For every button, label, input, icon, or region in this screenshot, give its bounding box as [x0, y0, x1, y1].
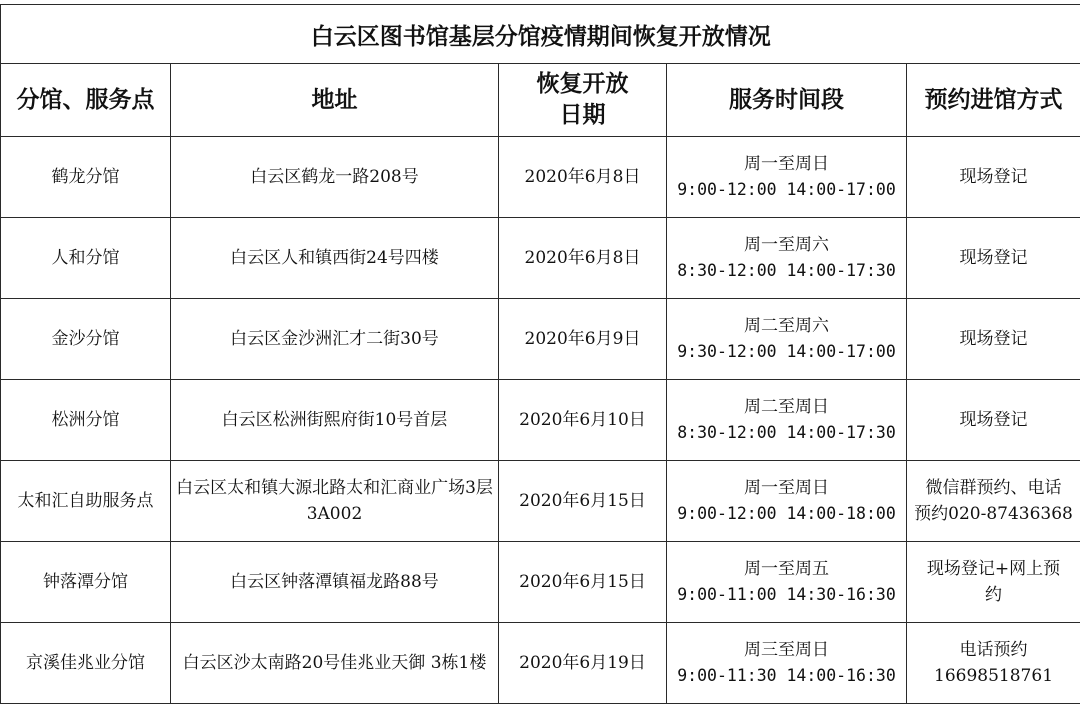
branch-cell	[1, 623, 171, 704]
service-days: 周二至周日	[744, 397, 829, 417]
branch-name: 人和分馆	[51, 248, 120, 268]
date-cell	[499, 137, 667, 218]
service-days: 周一至周五	[744, 559, 829, 579]
reopening-table	[0, 4, 1080, 704]
address-text: 白云区太和镇大源北路太和汇商业广场3层3A002	[176, 478, 493, 524]
header-hours: 服务时间段	[667, 64, 907, 137]
table-row	[1, 380, 1080, 461]
address-cell	[171, 542, 499, 623]
booking-cell	[907, 623, 1080, 704]
booking-line2: 16698518761	[934, 666, 1054, 686]
header-address: 地址	[171, 64, 499, 137]
booking-cell	[907, 299, 1080, 380]
booking-cell	[907, 218, 1080, 299]
service-time: 9:00-12:00 14:00-17:00	[677, 180, 896, 199]
booking-line1: 电话预约	[959, 640, 1028, 660]
table-row	[1, 137, 1080, 218]
address-text: 白云区钟落潭镇福龙路88号	[230, 572, 439, 592]
date-cell	[499, 218, 667, 299]
booking-line1: 现场登记	[959, 329, 1028, 349]
service-days: 周一至周六	[744, 235, 829, 255]
booking-line2: 预约020-87436368	[914, 504, 1073, 524]
branch-name: 鹤龙分馆	[51, 167, 120, 187]
branch-cell	[1, 380, 171, 461]
address-text: 白云区人和镇西街24号四楼	[230, 248, 439, 268]
service-time: 8:30-12:00 14:00-17:30	[677, 423, 896, 442]
booking-cell	[907, 380, 1080, 461]
table-row	[1, 218, 1080, 299]
table-row	[1, 542, 1080, 623]
service-days: 周一至周日	[744, 154, 829, 174]
branch-name: 金沙分馆	[51, 329, 120, 349]
address-text: 白云区鹤龙一路208号	[250, 167, 419, 187]
title-row	[1, 5, 1080, 64]
branch-name: 钟落潭分馆	[43, 572, 128, 592]
branch-cell	[1, 299, 171, 380]
address-text: 白云区金沙洲汇才二街30号	[230, 329, 439, 349]
address-cell	[171, 461, 499, 542]
table-row	[1, 299, 1080, 380]
hours-cell	[667, 623, 907, 704]
service-days: 周三至周日	[744, 640, 829, 660]
header-date	[499, 64, 667, 137]
hours-cell	[667, 380, 907, 461]
reopen-date: 2020年6月19日	[519, 653, 646, 673]
service-time: 9:00-12:00 14:00-18:00	[677, 504, 896, 523]
header-date-line1: 恢复开放	[536, 71, 629, 97]
address-cell	[171, 218, 499, 299]
date-cell	[499, 542, 667, 623]
date-cell	[499, 461, 667, 542]
booking-line1: 现场登记	[959, 410, 1028, 430]
service-days: 周二至周六	[744, 316, 829, 336]
date-cell	[499, 623, 667, 704]
branch-cell	[1, 218, 171, 299]
header-booking: 预约进馆方式	[907, 64, 1080, 137]
booking-line1: 现场登记+网上预	[926, 559, 1061, 579]
hours-cell	[667, 461, 907, 542]
booking-cell	[907, 137, 1080, 218]
branch-name: 太和汇自助服务点	[17, 491, 154, 511]
reopen-date: 2020年6月10日	[519, 410, 646, 430]
hours-cell	[667, 299, 907, 380]
address-cell	[171, 137, 499, 218]
table-body	[1, 137, 1080, 704]
header-branch: 分馆、服务点	[1, 64, 171, 137]
hours-cell	[667, 137, 907, 218]
address-cell	[171, 623, 499, 704]
reopen-date: 2020年6月8日	[524, 167, 641, 187]
table-row	[1, 461, 1080, 542]
header-date-line2: 日期	[559, 102, 606, 128]
service-time: 8:30-12:00 14:00-17:30	[677, 261, 896, 280]
reopen-date: 2020年6月15日	[519, 491, 646, 511]
table-title: 白云区图书馆基层分馆疫情期间恢复开放情况	[1, 5, 1080, 64]
address-text: 白云区沙太南路20号佳兆业天御 3栋1楼	[182, 653, 487, 673]
booking-line1: 现场登记	[959, 248, 1028, 268]
booking-cell	[907, 461, 1080, 542]
service-days: 周一至周日	[744, 478, 829, 498]
date-cell	[499, 380, 667, 461]
branch-name: 京溪佳兆业分馆	[26, 653, 145, 673]
branch-name: 松洲分馆	[51, 410, 120, 430]
address-cell	[171, 380, 499, 461]
address-cell	[171, 299, 499, 380]
header-row	[1, 64, 1080, 137]
service-time: 9:30-12:00 14:00-17:00	[677, 342, 896, 361]
service-time: 9:00-11:30 14:00-16:30	[677, 666, 896, 685]
hours-cell	[667, 542, 907, 623]
service-time: 9:00-11:00 14:30-16:30	[677, 585, 896, 604]
branch-cell	[1, 137, 171, 218]
date-cell	[499, 299, 667, 380]
branch-cell	[1, 542, 171, 623]
reopen-date: 2020年6月9日	[524, 329, 641, 349]
booking-line1: 微信群预约、电话	[925, 478, 1062, 498]
booking-cell	[907, 542, 1080, 623]
booking-line1: 现场登记	[959, 167, 1028, 187]
branch-cell	[1, 461, 171, 542]
table-row	[1, 623, 1080, 704]
reopen-date: 2020年6月15日	[519, 572, 646, 592]
hours-cell	[667, 218, 907, 299]
address-text: 白云区松洲街熙府街10号首层	[221, 410, 448, 430]
booking-line2: 约	[985, 585, 1003, 605]
reopen-date: 2020年6月8日	[524, 248, 641, 268]
